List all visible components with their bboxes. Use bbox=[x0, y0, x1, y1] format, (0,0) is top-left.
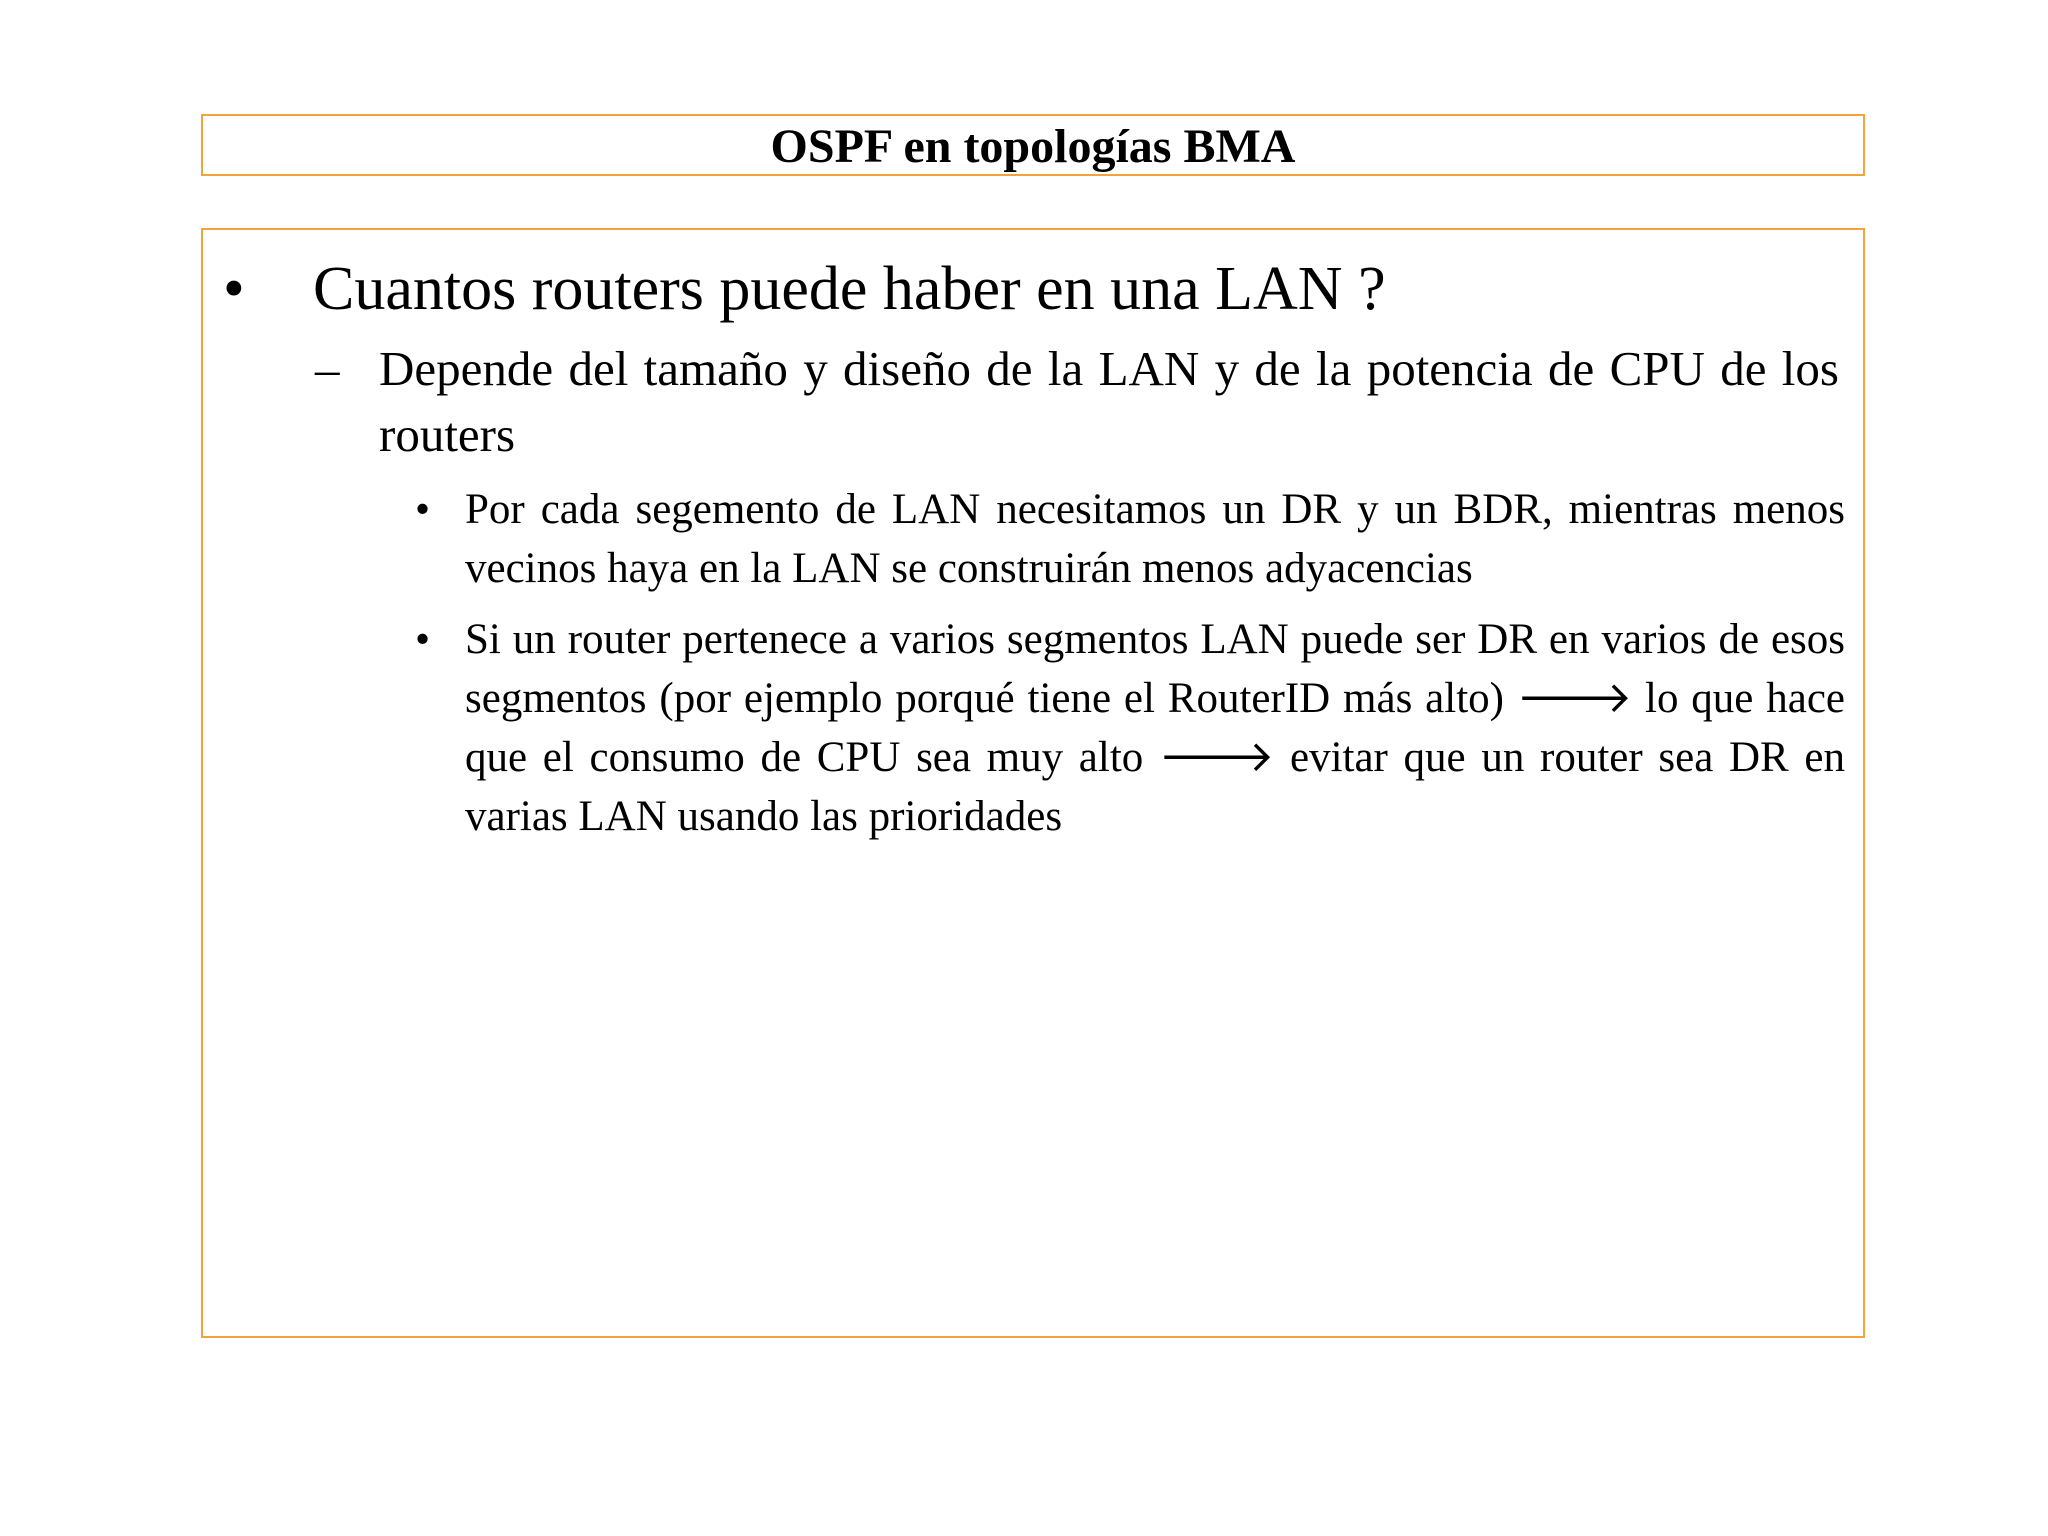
text-segment: evitar que un router sea DR en varias LAN usando las prioridades bbox=[465, 734, 1845, 840]
text-segment: Si un router pertenece a varios segmentos LAN puede ser DR en varios de esos segmentos (por ejemplo porqué tiene el RouterID más alto) bbox=[465, 616, 1845, 722]
bullet-level3-text bbox=[465, 610, 1845, 846]
slide-content-box bbox=[201, 228, 1865, 1338]
arrow-right-icon: 🡒 bbox=[1516, 675, 1633, 722]
text-segment: lo que hace que el consumo de CPU sea muy alto bbox=[465, 675, 1846, 781]
dash-marker: – bbox=[315, 341, 340, 396]
slide-title-box bbox=[201, 114, 1865, 176]
slide-title: OSPF en topologías BMA bbox=[770, 120, 1296, 173]
bullet-marker: • bbox=[223, 255, 245, 323]
arrow-right-icon: 🡒 bbox=[1158, 734, 1275, 781]
bullet-marker: • bbox=[415, 486, 431, 533]
bullet-level2-text: Depende del tamaño y diseño de la LAN y de la potencia de CPU de los routers bbox=[379, 341, 1839, 462]
bullet-marker: • bbox=[415, 616, 431, 663]
bullet-level1-text: Cuantos routers puede haber en una LAN ? bbox=[313, 255, 1386, 323]
bullet-level3-text: Por cada segemento de LAN necesitamos un DR y un BDR, mientras menos vecinos haya en la LAN se construirán menos adyacencias bbox=[465, 486, 1845, 592]
